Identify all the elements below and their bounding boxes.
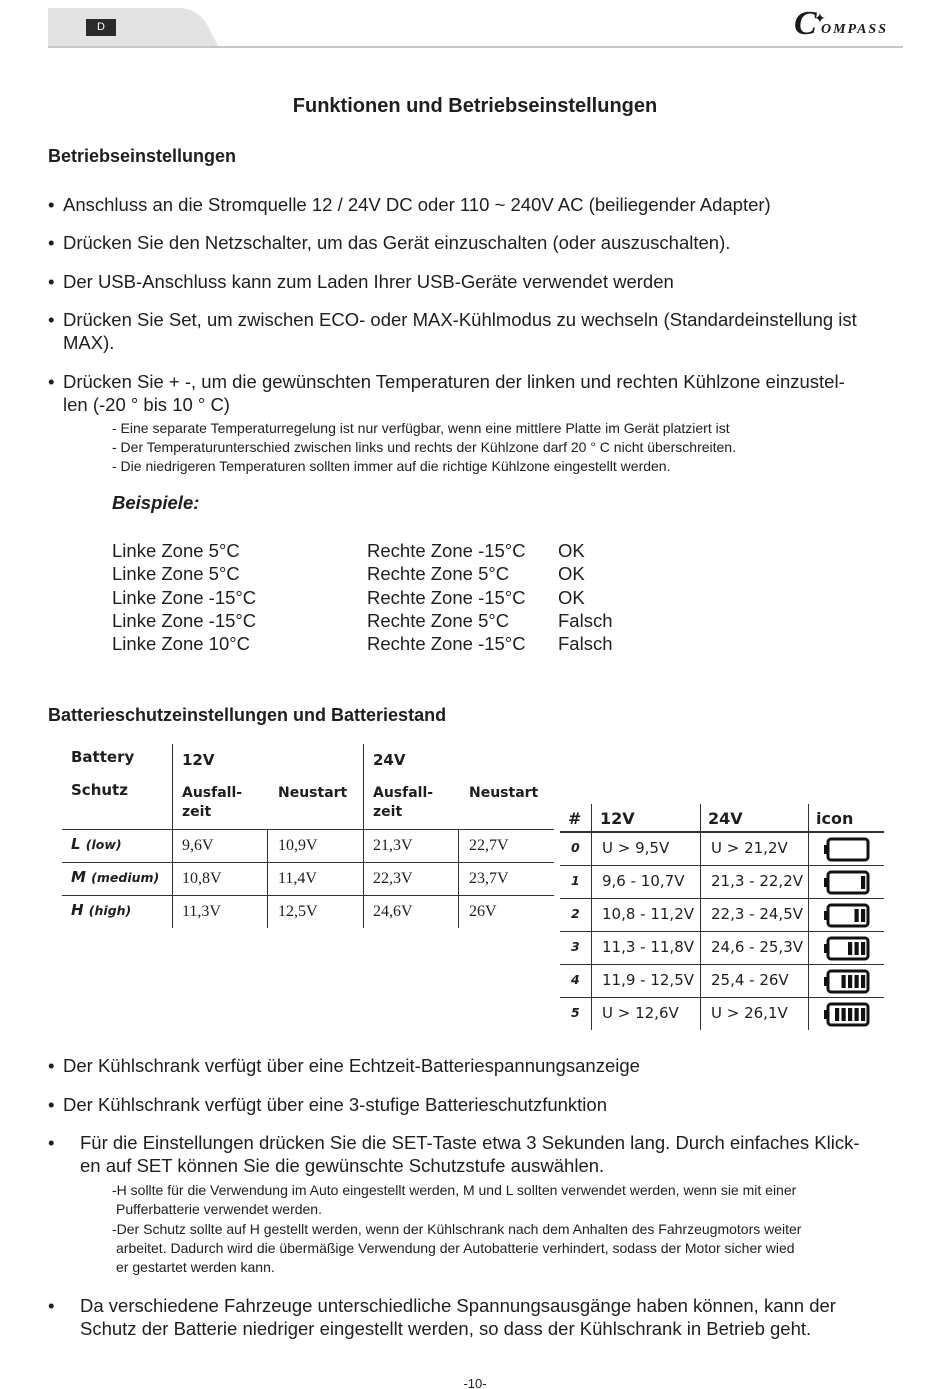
row-name: (high) bbox=[88, 903, 132, 918]
level-number: 4 bbox=[571, 972, 580, 987]
example-right-zone: Rechte Zone 5°C bbox=[367, 563, 510, 584]
cutoff-line1: Ausfall- bbox=[373, 785, 434, 801]
example-result: Falsch bbox=[558, 633, 613, 654]
battery-level-5-icon bbox=[824, 1002, 872, 1028]
battery-body bbox=[828, 839, 868, 860]
list-item-text: Anschluss an die Stromquelle 12 / 24V DC oder 110 ~ 240V AC (beiliegender Adapter) bbox=[63, 194, 771, 215]
list-item bbox=[48, 308, 908, 354]
list-item bbox=[48, 270, 908, 293]
table-divider bbox=[560, 964, 884, 965]
note-line: arbeitet. Dadurch wird die übermäßige Verwendung der Autobatterie verhindert, sodass der Motor sicher wied bbox=[116, 1240, 795, 1256]
bullet-dot: • bbox=[48, 1295, 55, 1316]
list-item-text: Drücken Sie den Netzschalter, um das Gerät einzuschalten (oder auszuschalten). bbox=[63, 232, 731, 253]
table-cell: U > 12,6V bbox=[602, 1004, 679, 1022]
table-cell: 11,3V bbox=[182, 903, 221, 920]
table-cell: 24,6 - 25,3V bbox=[711, 938, 804, 956]
note-line: - Eine separate Temperaturregelung ist nur verfügbar, wenn eine mittlere Platte im Gerät platziert ist bbox=[112, 420, 730, 436]
battery-level-4-icon bbox=[824, 969, 872, 995]
bullet-dot: • bbox=[48, 371, 55, 392]
cutoff-line2: zeit bbox=[373, 804, 403, 820]
table-cell: 10,9V bbox=[278, 837, 318, 854]
compass-logo bbox=[794, 5, 904, 42]
battery-level-2-icon bbox=[824, 903, 872, 929]
battery-terminal bbox=[824, 911, 828, 920]
battery-level-0-icon bbox=[824, 837, 872, 863]
battery-bar bbox=[848, 975, 852, 988]
bullet-dot: • bbox=[48, 309, 55, 330]
column-header-icon: icon bbox=[816, 809, 854, 828]
column-header-24v: 24V bbox=[373, 751, 406, 769]
bullet-dot: • bbox=[48, 271, 55, 292]
column-header-12v: 12V bbox=[600, 809, 635, 828]
battery-bar bbox=[861, 876, 865, 889]
table-cell: 22,7V bbox=[469, 837, 509, 854]
level-number: 5 bbox=[571, 1005, 580, 1020]
example-row bbox=[112, 633, 712, 656]
table-cell: 26V bbox=[469, 903, 497, 920]
table-cell: 9,6V bbox=[182, 837, 214, 854]
cutoff-line2: zeit bbox=[182, 804, 212, 820]
table-cell: U > 9,5V bbox=[602, 839, 670, 857]
bullet-dot: • bbox=[48, 232, 55, 253]
table-label-battery: Battery bbox=[71, 748, 135, 766]
example-right-zone: Rechte Zone -15°C bbox=[367, 633, 526, 654]
table-cell: 11,4V bbox=[278, 870, 317, 887]
table-divider bbox=[560, 898, 884, 899]
example-row bbox=[112, 610, 712, 633]
level-number: 1 bbox=[571, 873, 580, 888]
example-left-zone: Linke Zone 5°C bbox=[112, 563, 240, 584]
list-item-text-line2: Schutz der Batterie niedriger eingestellt werden, so dass der Kühlschrank in Betrieb geht. bbox=[80, 1318, 812, 1339]
note-line: -H sollte für die Verwendung im Auto eingestellt werden, M und L sollten verwendet werden, wenn sie mit einer bbox=[112, 1182, 797, 1198]
bullet-dot: • bbox=[48, 194, 55, 215]
example-row bbox=[112, 587, 712, 610]
battery-bar bbox=[855, 942, 859, 955]
battery-bar bbox=[861, 942, 865, 955]
column-header-12v: 12V bbox=[182, 751, 215, 769]
table-divider bbox=[560, 931, 884, 932]
note-line: Pufferbatterie verwendet werden. bbox=[116, 1201, 322, 1217]
bullet-dot: • bbox=[48, 1055, 55, 1076]
list-item-text: Der USB-Anschluss kann zum Laden Ihrer USB-Geräte verwendet werden bbox=[63, 271, 674, 292]
example-right-zone: Rechte Zone 5°C bbox=[367, 610, 510, 631]
list-item-text-line1: Drücken Sie + -, um die gewünschten Temperaturen der linken und rechten Kühlzone einzustel- bbox=[63, 371, 845, 392]
table-divider bbox=[267, 829, 268, 928]
list-item bbox=[48, 1054, 908, 1077]
list-item-text-line1: Da verschiedene Fahrzeuge unterschiedliche Spannungsausgänge haben können, kann der bbox=[80, 1295, 836, 1316]
table-divider bbox=[560, 865, 884, 866]
table-cell: 25,4 - 26V bbox=[711, 971, 789, 989]
section-heading-operation: Betriebseinstellungen bbox=[48, 146, 237, 166]
row-label-medium bbox=[71, 868, 159, 886]
section-heading-battery: Batterieschutzeinstellungen und Batteriestand bbox=[48, 705, 447, 725]
battery-bar bbox=[835, 1008, 839, 1021]
example-row bbox=[112, 540, 712, 563]
table-divider bbox=[62, 829, 554, 830]
table-divider bbox=[62, 862, 554, 863]
column-subheader-restart: Neustart bbox=[278, 785, 348, 801]
battery-level-3-icon bbox=[824, 936, 872, 962]
example-right-zone: Rechte Zone -15°C bbox=[367, 540, 526, 561]
battery-terminal bbox=[824, 944, 828, 953]
battery-bar bbox=[861, 975, 865, 988]
table-cell: 21,3 - 22,2V bbox=[711, 872, 804, 890]
list-item bbox=[48, 231, 908, 254]
row-label-high bbox=[71, 901, 131, 919]
example-left-zone: Linke Zone -15°C bbox=[112, 610, 257, 631]
list-item-text-line1: Für die Einstellungen drücken Sie die SET-Taste etwa 3 Sekunden lang. Durch einfaches Klick- bbox=[80, 1132, 860, 1153]
examples-title: Beispiele: bbox=[112, 492, 200, 513]
list-item-text-line1: Drücken Sie Set, um zwischen ECO- oder MAX-Kühlmodus zu wechseln (Standardeinstellung ist bbox=[63, 309, 857, 330]
note-line: -Der Schutz sollte auf H gestellt werden, wenn der Kühlschrank nach dem Anhalten des Fahrzeugmotors weiter bbox=[112, 1221, 802, 1237]
logo-initial: C bbox=[794, 5, 817, 42]
list-item bbox=[48, 370, 908, 416]
note-line: - Der Temperaturunterschied zwischen links und rechts der Kühlzone darf 20 ° C nicht überschreiten. bbox=[112, 439, 736, 455]
table-divider bbox=[363, 744, 364, 928]
list-item-text: Der Kühlschrank verfügt über eine 3-stufige Batterieschutzfunktion bbox=[63, 1094, 607, 1115]
battery-bar bbox=[842, 975, 846, 988]
table-cell: 10,8 - 11,2V bbox=[602, 905, 695, 923]
battery-bar bbox=[848, 942, 852, 955]
list-item bbox=[48, 1131, 908, 1177]
table-cell: 22,3 - 24,5V bbox=[711, 905, 804, 923]
table-cell: 9,6 - 10,7V bbox=[602, 872, 685, 890]
battery-bar bbox=[855, 1008, 859, 1021]
table-cell: 11,3 - 11,8V bbox=[602, 938, 695, 956]
row-name: (low) bbox=[85, 837, 122, 852]
level-number: 0 bbox=[571, 840, 580, 855]
note-line: er gestartet werden kann. bbox=[116, 1259, 275, 1275]
list-item bbox=[48, 1093, 908, 1116]
level-number: 3 bbox=[571, 939, 580, 954]
table-divider bbox=[62, 895, 554, 896]
cutoff-line1: Ausfall- bbox=[182, 785, 243, 801]
battery-level-1-icon bbox=[824, 870, 872, 896]
example-result: Falsch bbox=[558, 610, 613, 631]
column-subheader-cutoff bbox=[182, 784, 242, 822]
example-right-zone: Rechte Zone -15°C bbox=[367, 587, 526, 608]
battery-terminal bbox=[824, 1010, 828, 1019]
level-number: 2 bbox=[571, 906, 580, 921]
page-number: -10- bbox=[463, 1376, 487, 1389]
table-cell: 23,7V bbox=[469, 870, 509, 887]
table-cell: U > 21,2V bbox=[711, 839, 788, 857]
table-cell: 24,6V bbox=[373, 903, 413, 920]
list-item bbox=[48, 193, 908, 216]
note-line: - Die niedrigeren Temperaturen sollten immer auf die richtige Kühlzone eingestellt werden. bbox=[112, 458, 671, 474]
battery-bar bbox=[842, 1008, 846, 1021]
row-name: (medium) bbox=[91, 870, 160, 885]
header-divider bbox=[48, 46, 903, 48]
row-letter: L bbox=[71, 835, 81, 853]
example-result: OK bbox=[558, 540, 585, 561]
table-cell: 11,9 - 12,5V bbox=[602, 971, 695, 989]
header-tab-shape bbox=[48, 8, 218, 46]
language-tag: D bbox=[86, 19, 116, 36]
column-subheader-cutoff bbox=[373, 784, 433, 822]
table-cell: 10,8V bbox=[182, 870, 222, 887]
list-item-text-line2: en auf SET können Sie die gewünschte Schutzstufe auswählen. bbox=[80, 1155, 605, 1176]
example-left-zone: Linke Zone 5°C bbox=[112, 540, 240, 561]
row-letter: H bbox=[71, 901, 84, 919]
example-row bbox=[112, 563, 712, 586]
example-result: OK bbox=[558, 587, 585, 608]
table-divider bbox=[560, 831, 884, 833]
table-label-protection: Schutz bbox=[71, 781, 128, 799]
row-label-low bbox=[71, 835, 122, 853]
column-header-24v: 24V bbox=[708, 809, 743, 828]
example-result: OK bbox=[558, 563, 585, 584]
list-item-text: Der Kühlschrank verfügt über eine Echtzeit-Batteriespannungsanzeige bbox=[63, 1055, 640, 1076]
table-divider bbox=[172, 744, 173, 928]
battery-bar bbox=[861, 909, 865, 922]
table-divider bbox=[560, 997, 884, 998]
logo-text: OMPASS bbox=[821, 22, 888, 37]
logo-star-icon: ✦ bbox=[814, 10, 826, 26]
list-item-text-line2: len (-20 ° bis 10 ° C) bbox=[63, 394, 230, 415]
battery-bar bbox=[855, 909, 859, 922]
battery-terminal bbox=[824, 878, 828, 887]
table-cell: 12,5V bbox=[278, 903, 318, 920]
battery-bar bbox=[861, 1008, 865, 1021]
table-cell: U > 26,1V bbox=[711, 1004, 788, 1022]
table-divider bbox=[458, 829, 459, 928]
table-cell: 22,3V bbox=[373, 870, 413, 887]
battery-bar bbox=[855, 975, 859, 988]
list-item-text-line2: MAX). bbox=[63, 332, 115, 353]
battery-terminal bbox=[824, 977, 828, 986]
example-left-zone: Linke Zone -15°C bbox=[112, 587, 257, 608]
column-header-number: # bbox=[568, 809, 582, 828]
list-item bbox=[48, 1294, 908, 1340]
column-subheader-restart: Neustart bbox=[469, 785, 539, 801]
row-letter: M bbox=[71, 868, 86, 886]
battery-terminal bbox=[824, 845, 828, 854]
page-title: Funktionen und Betriebseinstellungen bbox=[292, 95, 658, 117]
battery-bar bbox=[848, 1008, 852, 1021]
bullet-dot: • bbox=[48, 1094, 55, 1115]
bullet-dot: • bbox=[48, 1132, 55, 1153]
example-left-zone: Linke Zone 10°C bbox=[112, 633, 251, 654]
table-cell: 21,3V bbox=[373, 837, 413, 854]
